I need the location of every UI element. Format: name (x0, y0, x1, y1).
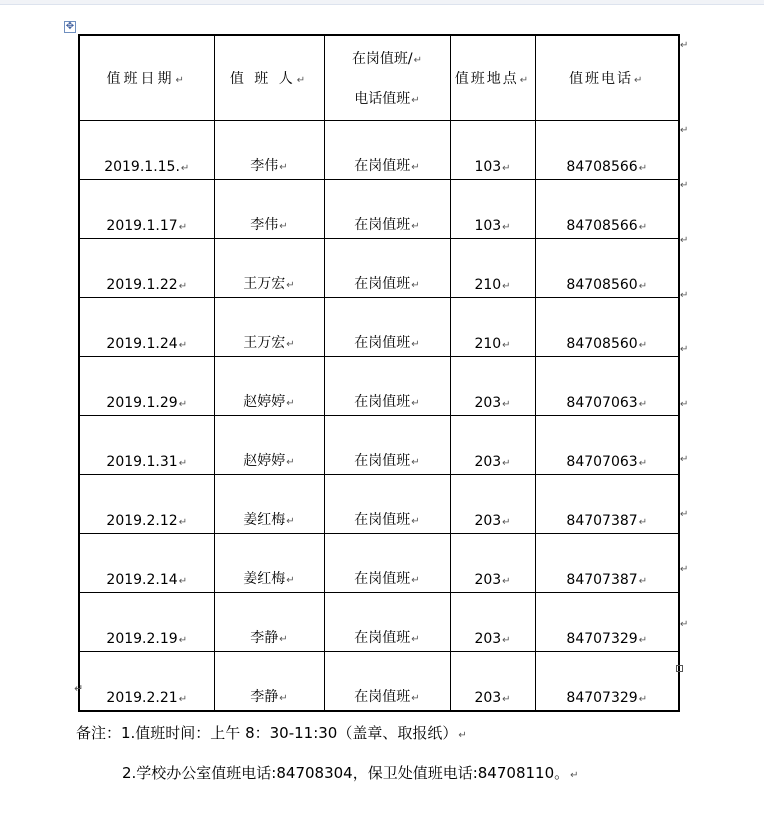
cell-duty-type: 在岗值班↵ (324, 121, 450, 180)
cell-duty-type: 在岗值班↵ (324, 357, 450, 416)
empty-paragraph-mark: ↵ (74, 682, 84, 695)
cell-location: 203↵ (450, 416, 535, 475)
cell-location: 103↵ (450, 121, 535, 180)
table-row (79, 121, 679, 180)
cell-person: 李伟↵ (214, 121, 324, 180)
table-header-row (79, 35, 679, 121)
cell-location: 210↵ (450, 298, 535, 357)
cell-phone: 84707329↵ (535, 593, 679, 652)
row-end-mark: ↵ (680, 290, 689, 301)
cell-person: 李静↵ (214, 652, 324, 712)
cell-duty-type: 在岗值班↵ (324, 298, 450, 357)
row-end-mark: ↵ (680, 40, 689, 51)
ruler-strip (0, 0, 764, 5)
cell-person: 赵婷婷↵ (214, 357, 324, 416)
cell-phone: 84707329↵ (535, 652, 679, 712)
cell-phone: 84707387↵ (535, 475, 679, 534)
cell-phone: 84707387↵ (535, 534, 679, 593)
row-end-mark: ↵ (680, 399, 689, 410)
cell-duty-type: 在岗值班↵ (324, 180, 450, 239)
cell-location: 203↵ (450, 357, 535, 416)
cell-duty-type: 在岗值班↵ (324, 652, 450, 712)
cell-duty-type: 在岗值班↵ (324, 475, 450, 534)
table-move-handle-icon[interactable]: ✥ (65, 21, 75, 32)
table-resize-handle[interactable] (676, 665, 683, 672)
cell-phone: 84708566↵ (535, 180, 679, 239)
cell-date: 2019.1.31↵ (79, 416, 214, 475)
cell-person: 李伟↵ (214, 180, 324, 239)
cell-phone: 84708566↵ (535, 121, 679, 180)
table-row (79, 534, 679, 593)
header-location: 值班地点↵ (450, 35, 535, 121)
cell-duty-type: 在岗值班↵ (324, 593, 450, 652)
table-row (79, 180, 679, 239)
cell-phone: 84708560↵ (535, 239, 679, 298)
table-row (79, 475, 679, 534)
row-end-mark: ↵ (680, 564, 689, 575)
cell-location: 203↵ (450, 593, 535, 652)
row-end-mark: ↵ (680, 125, 689, 136)
cell-duty-type: 在岗值班↵ (324, 239, 450, 298)
cell-person: 王万宏↵ (214, 298, 324, 357)
header-phone: 值班电话↵ (535, 35, 679, 121)
table-row (79, 357, 679, 416)
row-end-mark: ↵ (680, 180, 689, 191)
cell-duty-type: 在岗值班↵ (324, 534, 450, 593)
cell-date: 2019.2.12↵ (79, 475, 214, 534)
cell-phone: 84707063↵ (535, 416, 679, 475)
cell-phone: 84708560↵ (535, 298, 679, 357)
cell-location: 203↵ (450, 652, 535, 712)
table-row (79, 239, 679, 298)
duty-schedule-table (78, 34, 680, 712)
header-duty-type: 在岗值班/↵ 电话值班↵ (324, 35, 450, 121)
cell-date: 2019.1.15.↵ (79, 121, 214, 180)
cell-person: 赵婷婷↵ (214, 416, 324, 475)
row-end-mark: ↵ (680, 454, 689, 465)
cell-date: 2019.2.14↵ (79, 534, 214, 593)
cell-date: 2019.2.21↵ (79, 652, 214, 712)
cell-phone: 84707063↵ (535, 357, 679, 416)
cell-location: 203↵ (450, 475, 535, 534)
table-row (79, 416, 679, 475)
row-end-mark: ↵ (680, 509, 689, 520)
cell-date: 2019.1.17↵ (79, 180, 214, 239)
cell-person: 姜红梅↵ (214, 534, 324, 593)
cell-date: 2019.2.19↵ (79, 593, 214, 652)
header-date: 值班日期↵ (79, 35, 214, 121)
header-person: 值 班 人↵ (214, 35, 324, 121)
row-end-mark: ↵ (680, 619, 689, 630)
row-end-mark: ↵ (680, 235, 689, 246)
cell-duty-type: 在岗值班↵ (324, 416, 450, 475)
table-row (79, 652, 679, 712)
note-line-1: 备注：1.值班时间：上午 8：30-11:30（盖章、取报纸）↵ (76, 724, 467, 742)
note-line-2: 2.学校办公室值班电话:84708304，保卫处值班电话:84708110。↵ (122, 764, 579, 782)
cell-date: 2019.1.24↵ (79, 298, 214, 357)
cell-location: 203↵ (450, 534, 535, 593)
cell-person: 姜红梅↵ (214, 475, 324, 534)
cell-person: 李静↵ (214, 593, 324, 652)
table-row (79, 593, 679, 652)
cell-date: 2019.1.22↵ (79, 239, 214, 298)
row-end-mark: ↵ (680, 344, 689, 355)
cell-person: 王万宏↵ (214, 239, 324, 298)
cell-date: 2019.1.29↵ (79, 357, 214, 416)
cell-location: 210↵ (450, 239, 535, 298)
table-row (79, 298, 679, 357)
cell-location: 103↵ (450, 180, 535, 239)
